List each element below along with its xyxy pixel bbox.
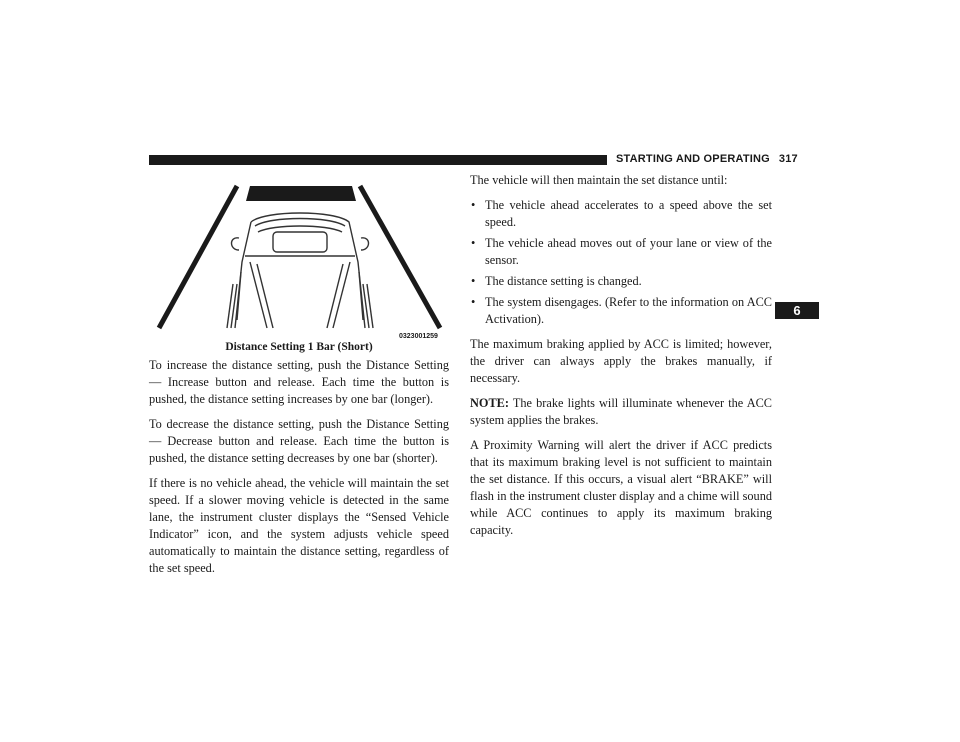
bullet-icon: • [471, 198, 476, 212]
list-item: • The vehicle ahead moves out of your lane or view of the sensor. [471, 236, 772, 267]
page-number: 317 [778, 153, 798, 165]
figure-caption: Distance Setting 1 Bar (Short) [225, 341, 373, 353]
paragraph-no-vehicle: If there is no vehicle ahead, the vehicle will maintain the set speed. If a slower moving vehicle is detected in the same lane, the instrument cluster displays the “Sensed Vehicle Indicator” icon, and the system adjusts vehicle speed automatically to maintain the distance setting, regardless of the set speed. [149, 476, 449, 575]
list-item: • The system disengages. (Refer to the information on ACC Activation). [471, 295, 772, 326]
running-header [616, 153, 798, 165]
section-title: STARTING AND OPERATING [616, 153, 770, 165]
lane-line-left [159, 186, 237, 328]
list-item: • The distance setting is changed. [471, 274, 642, 288]
note-label: NOTE: [470, 396, 509, 410]
bullet-icon: • [471, 274, 476, 288]
lane-line-right [360, 186, 440, 328]
paragraph-proximity-warning: A Proximity Warning will alert the driver if ACC predicts that its maximum braking level is not sufficient to maintain the set distance. If this occurs, a visual alert “BRAKE” will flash in the instrument cluster display and a chime will sound while ACC continues to apply its maximum braking capacity. [470, 438, 772, 537]
paragraph-braking: The maximum braking applied by ACC is limited; however, the driver can always apply the brakes manually, if necessary. [470, 337, 772, 385]
note [470, 395, 772, 429]
distance-bar-icon [246, 186, 356, 201]
paragraph-intro: The vehicle will then maintain the set distance until: [470, 173, 728, 187]
bullet-icon: • [471, 295, 476, 309]
paragraph-increase: To increase the distance setting, push the Distance Setting — Increase button and release. Each time the button is pushed, the distance setting increases by one bar (longer). [149, 358, 449, 406]
left-column [149, 357, 449, 585]
right-column [470, 172, 772, 547]
chapter-tab: 6 [775, 302, 819, 319]
paragraph-decrease: To decrease the distance setting, push the Distance Setting — Decrease button and release. Each time the button is pushed, the distance setting decreases by one bar (shorter). [149, 417, 449, 465]
note-text: The brake lights will illuminate whenever the ACC system applies the brakes. [470, 396, 772, 427]
distance-setting-illustration [155, 180, 450, 332]
bullet-icon: • [471, 236, 476, 250]
condition-list [470, 197, 772, 328]
vehicle-icon [227, 213, 373, 328]
list-item: • The vehicle ahead accelerates to a speed above the set speed. [471, 198, 772, 229]
figure-id: 0323001259 [399, 333, 438, 340]
header-rule [149, 155, 607, 165]
